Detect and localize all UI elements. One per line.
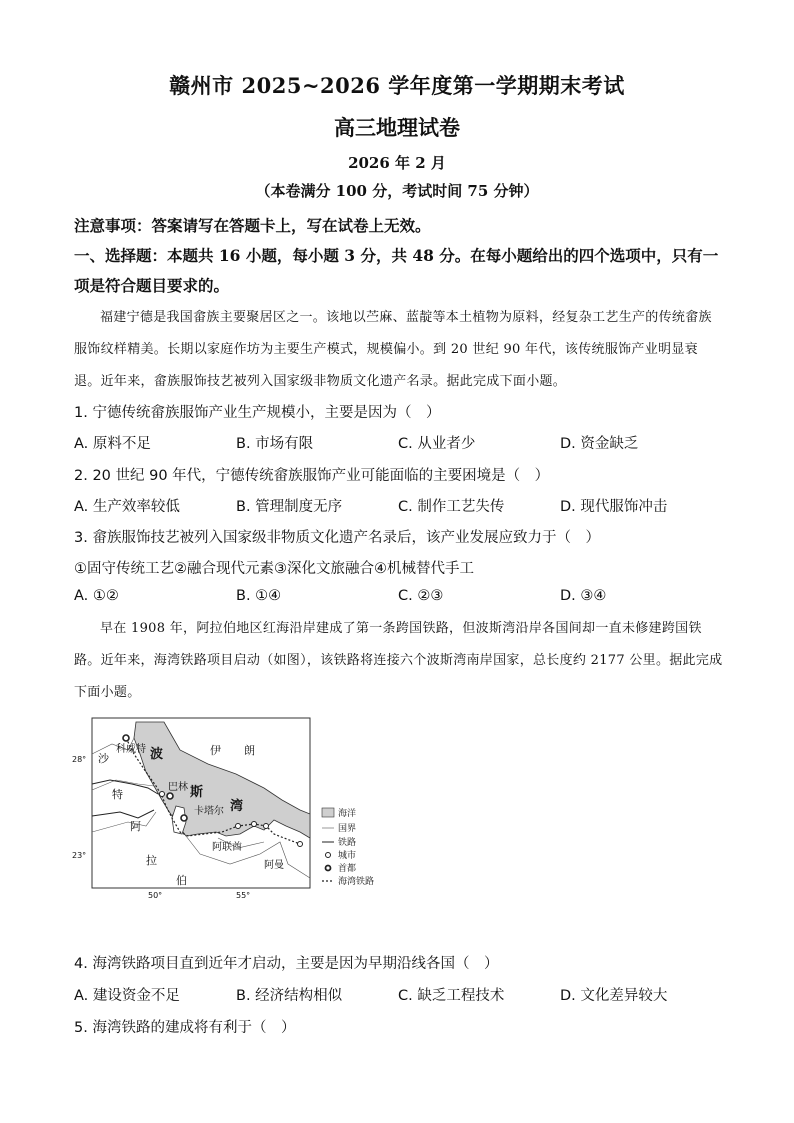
- option-a[interactable]: A. ①②: [74, 588, 119, 604]
- city-kuwait: [123, 735, 129, 741]
- option-d[interactable]: D. 资金缺乏: [560, 436, 639, 452]
- question-5-stem: 5. 海湾铁路的建成将有利于（ ）: [74, 1020, 296, 1036]
- label-te: 特: [112, 788, 123, 801]
- legend-sea: 海洋: [338, 809, 357, 819]
- option-a[interactable]: A. 原料不足: [74, 436, 151, 452]
- lat-23: 23°: [72, 851, 87, 860]
- map-svg: [68, 714, 398, 900]
- section-heading-line1: 一、选择题：本题共 16 小题，每小题 3 分，共 48 分。在每小题给出的四个选项中，只有一: [74, 246, 719, 265]
- question-3-stem: 3. 畲族服饰技艺被列入国家级非物质文化遗产名录后，该产业发展应致力于（ ）: [74, 530, 600, 546]
- legend-gulf-railway: 海湾铁路: [338, 877, 375, 887]
- lat-28: 28°: [72, 755, 87, 764]
- option-a[interactable]: A. 生产效率较低: [74, 499, 180, 515]
- label-oman: 阿曼: [264, 860, 284, 871]
- option-b[interactable]: B. 市场有限: [236, 436, 314, 452]
- legend-railway: 铁路: [338, 838, 357, 848]
- option-d[interactable]: D. 文化差异较大: [560, 988, 668, 1004]
- city-4: [264, 824, 269, 829]
- option-c[interactable]: C. 从业者少: [398, 436, 476, 452]
- option-b[interactable]: B. 管理制度无序: [236, 499, 343, 515]
- label-yi: 伊: [210, 744, 221, 757]
- question-1-stem: 1. 宁德传统畲族服饰产业生产规模小，主要是因为（ ）: [74, 405, 441, 421]
- map-legend: [322, 807, 374, 887]
- option-b[interactable]: B. 经济结构相似: [236, 988, 343, 1004]
- label-bo-country: 伯: [176, 874, 187, 887]
- label-lang: 朗: [244, 744, 255, 757]
- lon-50: 50°: [148, 891, 163, 900]
- city-bahrain: [167, 793, 173, 799]
- exam-date: 2026 年 2 月: [348, 154, 446, 172]
- question-3-statements: ①固守传统工艺②融合现代元素③深化文旅融合④机械替代手工: [74, 561, 474, 577]
- exam-subtitle: 高三地理试卷: [334, 115, 460, 140]
- gulf-railway-map: [68, 714, 398, 900]
- passage-2: 早在 1908 年，阿拉伯地区红海沿岸建成了第一条跨国铁路，但波斯湾沿岸各国间却一直未修建跨国铁路。近年来，海湾铁路项目启动（如图），该铁路将连接六个波斯湾南岸国家，总长度约 2177 公里。据此完成下面小题。: [74, 621, 723, 700]
- city-1: [160, 792, 165, 797]
- city-5: [298, 842, 303, 847]
- label-a: 阿: [130, 820, 141, 833]
- exam-title: 赣州市 2025~2026 学年度第一学期期末考试: [169, 73, 625, 98]
- legend-city: 城市: [338, 851, 357, 861]
- legend-border: 国界: [338, 824, 357, 834]
- label-uae: 阿联酋: [212, 842, 242, 853]
- label-kuwait: 科威特: [116, 744, 146, 755]
- section-heading-line2: 项是符合题目要求的。: [74, 276, 230, 295]
- option-c[interactable]: C. ②③: [398, 588, 444, 604]
- option-b[interactable]: B. ①④: [236, 588, 282, 604]
- option-d[interactable]: D. ③④: [560, 588, 607, 604]
- city-qatar: [181, 815, 187, 821]
- label-la: 拉: [146, 854, 157, 867]
- label-sha: 沙: [98, 752, 109, 765]
- question-4-stem: 4. 海湾铁路项目直到近年才启动，主要是因为早期沿线各国（ ）: [74, 956, 499, 972]
- city-3: [252, 822, 257, 827]
- label-bahrain: 巴林: [168, 782, 188, 793]
- legend-capital: 首都: [338, 864, 357, 874]
- exam-note: （本卷满分 100 分，考试时间 75 分钟）: [255, 182, 539, 200]
- option-d[interactable]: D. 现代服饰冲击: [560, 499, 668, 515]
- lon-55: 55°: [236, 891, 251, 900]
- label-qatar: 卡塔尔: [194, 806, 224, 817]
- label-wan: 湾: [230, 799, 244, 814]
- label-bo: 波: [150, 747, 164, 762]
- option-a[interactable]: A. 建设资金不足: [74, 988, 180, 1004]
- passage-1: 福建宁德是我国畲族主要聚居区之一。该地以苎麻、蓝靛等本土植物为原料，经复杂工艺生产的传统畲族服饰纹样精美。长期以家庭作坊为主要生产模式，规模偏小。到 20 世纪 90 年代，该传统服饰产业明显衰退。近年来，畲族服饰技艺被列入国家级非物质文化遗产名录。据此完成下面小题。: [74, 310, 712, 389]
- option-c[interactable]: C. 制作工艺失传: [398, 499, 505, 515]
- notice: 注意事项：答案请写在答题卡上，写在试卷上无效。: [74, 216, 431, 235]
- city-2: [236, 824, 241, 829]
- label-si: 斯: [190, 785, 204, 800]
- question-2-stem: 2. 20 世纪 90 年代，宁德传统畲族服饰产业可能面临的主要困境是（ ）: [74, 468, 550, 484]
- option-c[interactable]: C. 缺乏工程技术: [398, 988, 505, 1004]
